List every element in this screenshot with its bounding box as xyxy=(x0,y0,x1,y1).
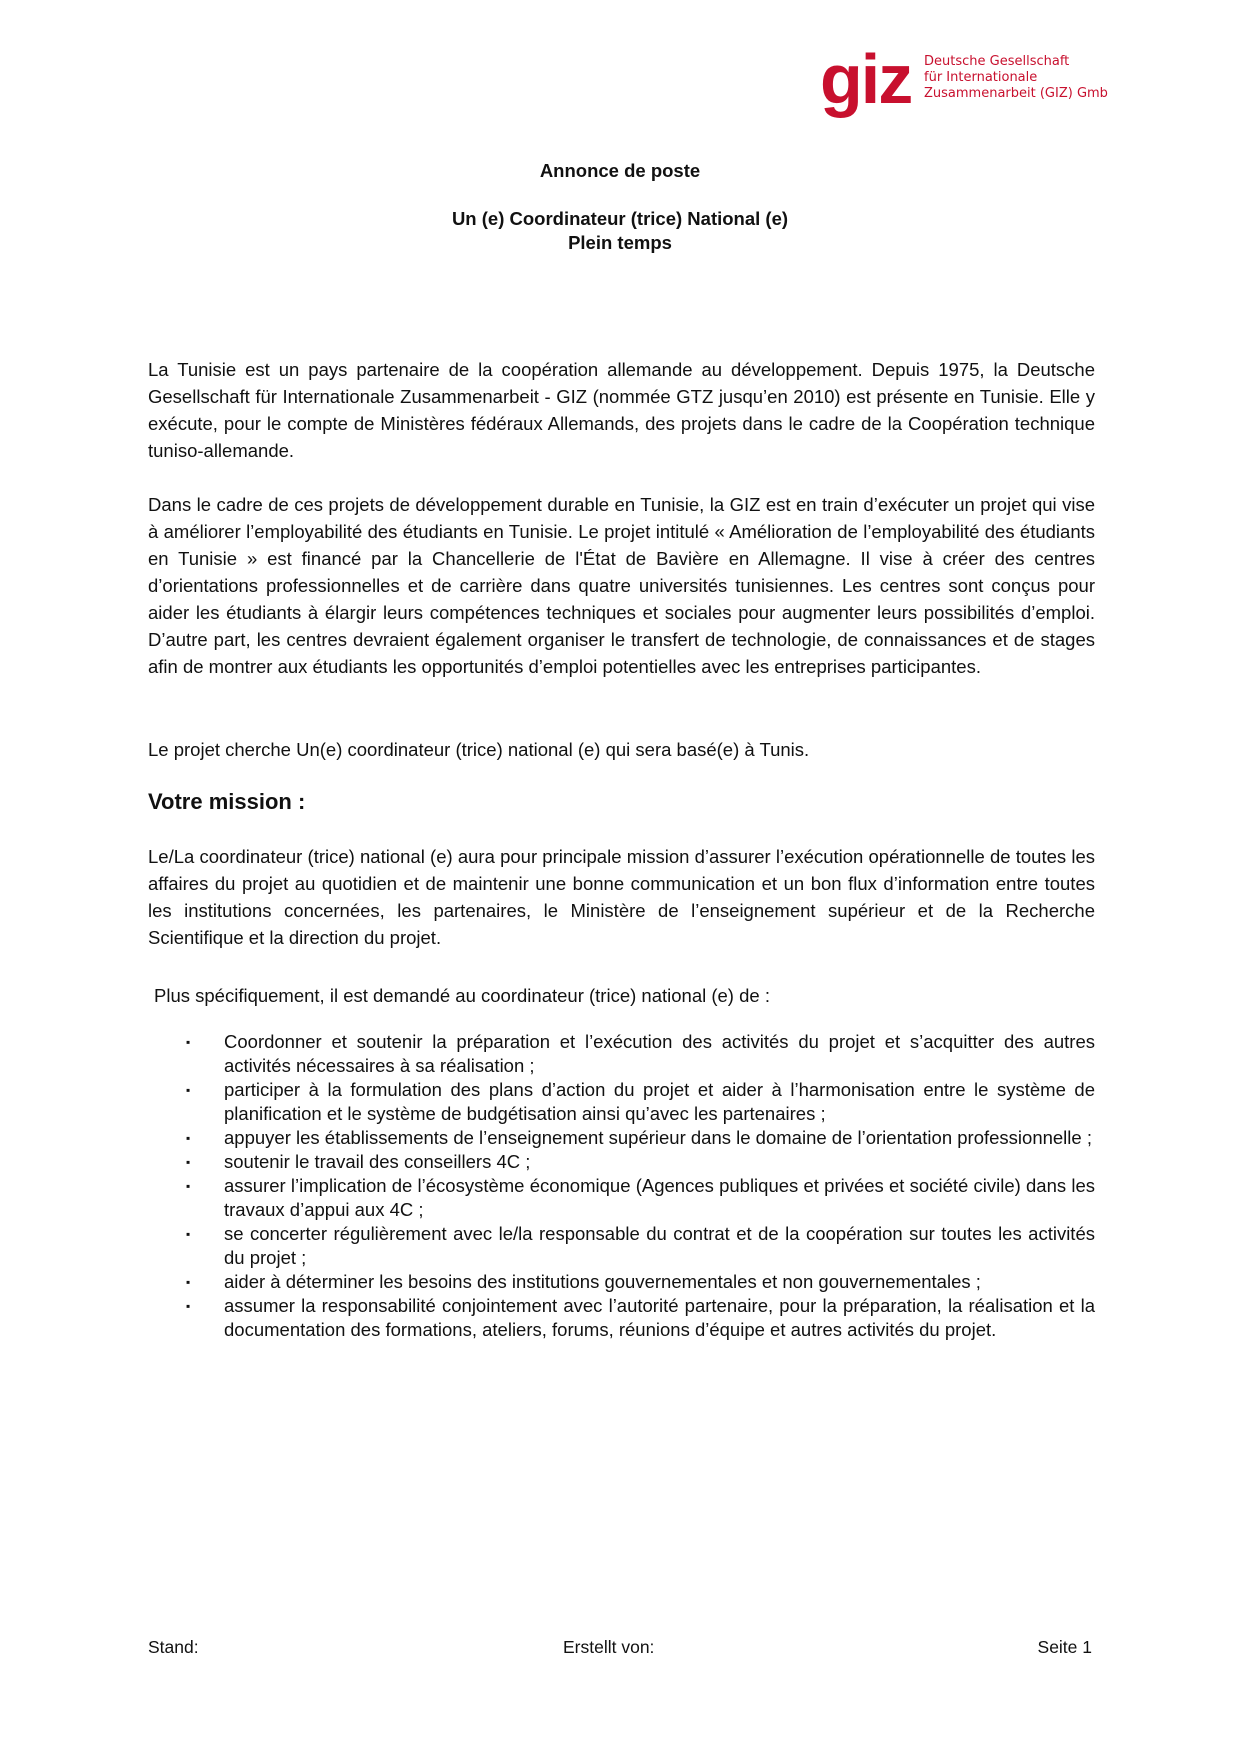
bullet-icon: ▪ xyxy=(186,1299,191,1313)
list-item xyxy=(148,1270,1095,1294)
giz-logo xyxy=(820,40,1108,122)
list-item xyxy=(148,1294,1095,1342)
footer-erstellt: Erstellt von: xyxy=(563,1637,655,1657)
list-item-text: Coordonner et soutenir la préparation et l’exécution des activités du projet et s’acquitter des autres activités nécessaires à sa réalisation ; xyxy=(224,1031,1095,1076)
list-item xyxy=(148,1222,1095,1270)
intro-paragraph: La Tunisie est un pays partenaire de la coopération allemande au développement. Depuis 1975, la Deutsche Gesellschaft für Internationale Zusammenarbeit - GIZ (nommée GTZ jusqu’en 2010) est présente en Tunisie. Elle y exécute, pour le compte de Ministères fédéraux Allemands, des projets dans le cadre de la Coopération technique tuniso-allemande. xyxy=(148,359,1095,461)
search-paragraph: Le projet cherche Un(e) coordinateur (trice) national (e) qui sera basé(e) à Tunis. xyxy=(148,739,810,760)
bullet-icon: ▪ xyxy=(186,1035,191,1049)
list-item xyxy=(148,1078,1095,1126)
giz-logo-line-1: Deutsche Gesellschaft xyxy=(924,54,1070,69)
bullet-icon: ▪ xyxy=(186,1179,191,1193)
giz-logo-text xyxy=(924,54,1108,102)
list-item xyxy=(148,1126,1095,1150)
bullet-icon: ▪ xyxy=(186,1131,191,1145)
list-item-text: soutenir le travail des conseillers 4C ; xyxy=(224,1151,531,1172)
list-item xyxy=(148,1030,1095,1078)
mission-paragraph: Le/La coordinateur (trice) national (e) aura pour principale mission d’assurer l’exécution opérationnelle de toutes les affaires du projet au quotidien et de maintenir une bonne communication et un bon flux d’information entre toutes les institutions concernées, les partenaires, le Ministère de l’enseignement supérieur et de la Recherche Scientifique et la direction du projet. xyxy=(148,846,1095,948)
list-item-text: assurer l’implication de l’écosystème économique (Agences publiques et privées et société civile) dans les travaux d’appui aux 4C ; xyxy=(224,1175,1095,1220)
list-item-text: participer à la formulation des plans d’action du projet et aider à l’harmonisation entre le système de planification et le système de budgétisation ainsi qu’avec les partenaires ; xyxy=(224,1079,1095,1124)
mission-heading: Votre mission : xyxy=(148,789,306,814)
giz-logo-line-2: für Internationale xyxy=(924,70,1038,85)
position-type: Plein temps xyxy=(568,232,672,253)
document-title: Annonce de poste xyxy=(539,160,701,181)
specific-intro: Plus spécifiquement, il est demandé au coordinateur (trice) national (e) de : xyxy=(154,985,770,1006)
list-item-text: aider à déterminer les besoins des institutions gouvernementales et non gouvernementales ; xyxy=(224,1271,981,1292)
bullet-icon: ▪ xyxy=(186,1275,191,1289)
footer-stand: Stand: xyxy=(148,1637,199,1657)
bullet-icon: ▪ xyxy=(186,1083,191,1097)
list-item-text: appuyer les établissements de l’enseignement supérieur dans le domaine de l’orientation professionnelle ; xyxy=(224,1127,1092,1148)
list-item xyxy=(148,1150,1095,1174)
list-item xyxy=(148,1174,1095,1222)
giz-logo-line-3: Zusammenarbeit (GIZ) Gmb xyxy=(924,86,1108,101)
position-title: Un (e) Coordinateur (trice) National (e) xyxy=(451,208,789,229)
footer-page-number: Seite 1 xyxy=(1037,1637,1092,1657)
list-item-text: se concerter régulièrement avec le/la responsable du contrat et de la coopération sur toutes les activités du projet ; xyxy=(224,1223,1095,1268)
bullet-icon: ▪ xyxy=(186,1227,191,1241)
project-paragraph: Dans le cadre de ces projets de développement durable en Tunisie, la GIZ est en train d’exécuter un projet qui vise à améliorer l’employabilité des étudiants en Tunisie. Le projet intitulé « Amélioration de l’employabilité des étudiants en Tunisie » est financé par la Chancellerie de l'État de Bavière en Allemagne. Il vise à créer des centres d’orientations professionnelles et de carrière dans quatre universités tunisiennes. Les centres sont conçus pour aider les étudiants à élargir leurs compétences techniques et sociales pour augmenter leurs possibilités d’emploi. D’autre part, les centres devraient également organiser le transfert de technologie, de connaissances et de stages afin de montrer aux étudiants les opportunités d’emploi potentielles avec les entreprises participantes. xyxy=(148,494,1095,677)
responsibilities-list xyxy=(148,1030,1095,1342)
giz-logo-mark: giz xyxy=(820,40,912,118)
bullet-icon: ▪ xyxy=(186,1155,191,1169)
list-item-text: assumer la responsabilité conjointement avec l’autorité partenaire, pour la préparation, la réalisation et la documentation des formations, ateliers, forums, réunions d’équipe et autres activités du projet. xyxy=(224,1295,1095,1340)
